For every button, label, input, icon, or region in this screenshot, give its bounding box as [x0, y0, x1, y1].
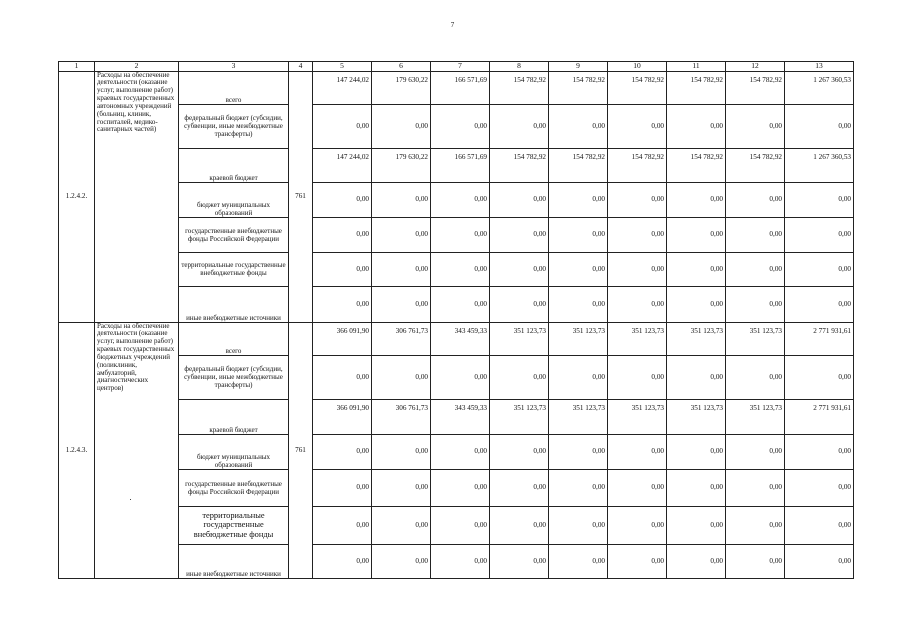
- amount-cell: 0,00: [549, 286, 608, 322]
- item-code: 1.2.4.2.: [59, 71, 95, 322]
- amount-cell: 0,00: [608, 182, 667, 217]
- amount-cell: 154 782,92: [549, 148, 608, 182]
- funding-source: территориальные государственные внебюджетные фонды: [179, 506, 289, 544]
- amount-cell: 0,00: [785, 434, 854, 469]
- amount-cell: 0,00: [313, 506, 372, 544]
- funding-source: всего: [179, 322, 289, 355]
- grbs-code: 761: [289, 71, 313, 322]
- amount-cell: 0,00: [785, 469, 854, 506]
- amount-cell: 0,00: [726, 286, 785, 322]
- amount-cell: 0,00: [313, 355, 372, 399]
- amount-cell: 0,00: [372, 252, 431, 286]
- amount-cell: 1 267 360,53: [785, 148, 854, 182]
- amount-cell: 0,00: [431, 544, 490, 578]
- item-description: Расходы на обеспечение деятельности (оказание услуг, выполнение работ) краевых государственных автономных учреждений (больниц, клиник, госпиталей, медико-санитарных частей): [95, 71, 179, 322]
- funding-source: бюджет муниципальных образований: [179, 434, 289, 469]
- column-number-12: 12: [726, 62, 785, 72]
- amount-cell: 343 459,33: [431, 399, 490, 434]
- amount-cell: 0,00: [549, 104, 608, 148]
- amount-cell: 179 630,22: [372, 71, 431, 104]
- amount-cell: 0,00: [431, 217, 490, 252]
- column-number-1: 1: [59, 62, 95, 72]
- amount-cell: 0,00: [726, 544, 785, 578]
- amount-cell: 351 123,73: [726, 399, 785, 434]
- grbs-code: 761: [289, 322, 313, 578]
- table-row: [59, 469, 854, 506]
- amount-cell: 0,00: [431, 252, 490, 286]
- amount-cell: 0,00: [549, 252, 608, 286]
- funding-source: краевой бюджет: [179, 148, 289, 182]
- amount-cell: 306 761,73: [372, 322, 431, 355]
- amount-cell: 0,00: [726, 182, 785, 217]
- funding-source: бюджет муниципальных образований: [179, 182, 289, 217]
- amount-cell: 0,00: [785, 217, 854, 252]
- table-row: [59, 434, 854, 469]
- amount-cell: 0,00: [313, 434, 372, 469]
- amount-cell: 0,00: [608, 217, 667, 252]
- amount-cell: 0,00: [372, 217, 431, 252]
- amount-cell: 0,00: [313, 217, 372, 252]
- amount-cell: 166 571,69: [431, 148, 490, 182]
- funding-source: территориальные государственные внебюджетные фонды: [179, 252, 289, 286]
- amount-cell: 154 782,92: [490, 71, 549, 104]
- table-row: [59, 355, 854, 399]
- amount-cell: 0,00: [549, 182, 608, 217]
- amount-cell: 0,00: [785, 506, 854, 544]
- amount-cell: 0,00: [431, 104, 490, 148]
- amount-cell: 0,00: [549, 506, 608, 544]
- amount-cell: 343 459,33: [431, 322, 490, 355]
- amount-cell: 0,00: [608, 355, 667, 399]
- amount-cell: 351 123,73: [726, 322, 785, 355]
- amount-cell: 0,00: [490, 182, 549, 217]
- amount-cell: 0,00: [726, 217, 785, 252]
- amount-cell: 147 244,02: [313, 71, 372, 104]
- amount-cell: 154 782,92: [726, 148, 785, 182]
- amount-cell: 0,00: [490, 252, 549, 286]
- amount-cell: 0,00: [667, 286, 726, 322]
- amount-cell: 0,00: [667, 355, 726, 399]
- amount-cell: 0,00: [490, 217, 549, 252]
- amount-cell: 0,00: [490, 434, 549, 469]
- amount-cell: 351 123,73: [490, 322, 549, 355]
- table-row: [59, 182, 854, 217]
- amount-cell: 351 123,73: [549, 322, 608, 355]
- amount-cell: 0,00: [608, 434, 667, 469]
- amount-cell: 0,00: [490, 469, 549, 506]
- table-body: [59, 62, 854, 579]
- amount-cell: 0,00: [785, 182, 854, 217]
- amount-cell: 0,00: [785, 104, 854, 148]
- amount-cell: 0,00: [313, 286, 372, 322]
- amount-cell: 351 123,73: [608, 399, 667, 434]
- item-description: Расходы на обеспечение деятельности (оказание услуг, выполнение работ) краевых государственных бюджетных учреждений (поликлиник, амбулаторий, диагностических центров): [95, 322, 179, 578]
- amount-cell: 0,00: [372, 544, 431, 578]
- amount-cell: 0,00: [372, 182, 431, 217]
- amount-cell: 0,00: [431, 182, 490, 217]
- amount-cell: 0,00: [608, 104, 667, 148]
- column-number-13: 13: [785, 62, 854, 72]
- amount-cell: 0,00: [726, 104, 785, 148]
- column-number-6: 6: [372, 62, 431, 72]
- amount-cell: 1 267 360,53: [785, 71, 854, 104]
- amount-cell: 366 091,90: [313, 322, 372, 355]
- amount-cell: 351 123,73: [490, 399, 549, 434]
- amount-cell: 0,00: [372, 469, 431, 506]
- amount-cell: 0,00: [549, 469, 608, 506]
- amount-cell: 0,00: [549, 544, 608, 578]
- amount-cell: 0,00: [372, 286, 431, 322]
- column-number-7: 7: [431, 62, 490, 72]
- column-number-11: 11: [667, 62, 726, 72]
- amount-cell: 351 123,73: [667, 399, 726, 434]
- amount-cell: 0,00: [490, 544, 549, 578]
- amount-cell: 0,00: [726, 252, 785, 286]
- amount-cell: 0,00: [549, 217, 608, 252]
- amount-cell: 0,00: [667, 217, 726, 252]
- amount-cell: 0,00: [726, 434, 785, 469]
- amount-cell: 0,00: [785, 252, 854, 286]
- amount-cell: 0,00: [372, 355, 431, 399]
- table-row: [59, 399, 854, 434]
- amount-cell: 154 782,92: [667, 71, 726, 104]
- amount-cell: 0,00: [372, 104, 431, 148]
- amount-cell: 0,00: [726, 355, 785, 399]
- amount-cell: 0,00: [431, 506, 490, 544]
- table-row: [59, 544, 854, 578]
- column-number-3: 3: [179, 62, 289, 72]
- amount-cell: 0,00: [608, 286, 667, 322]
- amount-cell: 0,00: [313, 252, 372, 286]
- column-number-row: [59, 62, 854, 72]
- amount-cell: 0,00: [667, 182, 726, 217]
- amount-cell: 0,00: [313, 544, 372, 578]
- amount-cell: 2 771 931,61: [785, 322, 854, 355]
- column-number-8: 8: [490, 62, 549, 72]
- funding-source: государственные внебюджетные фонды Российской Федерации: [179, 217, 289, 252]
- amount-cell: 2 771 931,61: [785, 399, 854, 434]
- amount-cell: 0,00: [667, 104, 726, 148]
- amount-cell: 154 782,92: [667, 148, 726, 182]
- amount-cell: 0,00: [726, 506, 785, 544]
- amount-cell: 166 571,69: [431, 71, 490, 104]
- amount-cell: 147 244,02: [313, 148, 372, 182]
- amount-cell: 0,00: [431, 434, 490, 469]
- amount-cell: 154 782,92: [549, 71, 608, 104]
- amount-cell: 0,00: [726, 469, 785, 506]
- amount-cell: 0,00: [667, 469, 726, 506]
- table-row: [59, 71, 854, 104]
- amount-cell: 0,00: [785, 286, 854, 322]
- table-row: [59, 217, 854, 252]
- table-row: [59, 322, 854, 355]
- table-row: [59, 148, 854, 182]
- amount-cell: 0,00: [431, 355, 490, 399]
- amount-cell: 0,00: [372, 506, 431, 544]
- funding-source: всего: [179, 71, 289, 104]
- amount-cell: 0,00: [608, 506, 667, 544]
- amount-cell: 154 782,92: [726, 71, 785, 104]
- amount-cell: 0,00: [313, 469, 372, 506]
- amount-cell: 0,00: [313, 104, 372, 148]
- funding-source: государственные внебюджетные фонды Российской Федерации: [179, 469, 289, 506]
- funding-source: краевой бюджет: [179, 399, 289, 434]
- table-row: [59, 506, 854, 544]
- amount-cell: 154 782,92: [608, 148, 667, 182]
- column-number-2: 2: [95, 62, 179, 72]
- amount-cell: 154 782,92: [490, 148, 549, 182]
- amount-cell: 154 782,92: [608, 71, 667, 104]
- amount-cell: 306 761,73: [372, 399, 431, 434]
- amount-cell: 0,00: [431, 286, 490, 322]
- amount-cell: 0,00: [785, 544, 854, 578]
- funding-source: иные внебюджетные источники: [179, 544, 289, 578]
- amount-cell: 0,00: [372, 434, 431, 469]
- amount-cell: 0,00: [608, 252, 667, 286]
- amount-cell: 0,00: [490, 506, 549, 544]
- amount-cell: 0,00: [549, 355, 608, 399]
- amount-cell: 0,00: [667, 434, 726, 469]
- amount-cell: 351 123,73: [608, 322, 667, 355]
- table-row: [59, 252, 854, 286]
- amount-cell: 0,00: [667, 252, 726, 286]
- amount-cell: 0,00: [785, 355, 854, 399]
- column-number-10: 10: [608, 62, 667, 72]
- amount-cell: 0,00: [608, 469, 667, 506]
- column-number-5: 5: [313, 62, 372, 72]
- amount-cell: 0,00: [431, 469, 490, 506]
- scan-speck: [130, 499, 131, 500]
- amount-cell: 351 123,73: [667, 322, 726, 355]
- amount-cell: 0,00: [608, 544, 667, 578]
- amount-cell: 0,00: [667, 506, 726, 544]
- amount-cell: 0,00: [490, 355, 549, 399]
- amount-cell: 0,00: [313, 182, 372, 217]
- amount-cell: 366 091,90: [313, 399, 372, 434]
- item-code: 1.2.4.3.: [59, 322, 95, 578]
- amount-cell: 0,00: [549, 434, 608, 469]
- amount-cell: 351 123,73: [549, 399, 608, 434]
- funding-source: федеральный бюджет (субсидии, субвенции, иные межбюджетные трансферты): [179, 104, 289, 148]
- table-row: [59, 286, 854, 322]
- budget-table: [58, 61, 854, 579]
- amount-cell: 0,00: [490, 286, 549, 322]
- amount-cell: 179 630,22: [372, 148, 431, 182]
- funding-source: иные внебюджетные источники: [179, 286, 289, 322]
- funding-source: федеральный бюджет (субсидии, субвенции, иные межбюджетные трансферты): [179, 355, 289, 399]
- column-number-4: 4: [289, 62, 313, 72]
- column-number-9: 9: [549, 62, 608, 72]
- amount-cell: 0,00: [490, 104, 549, 148]
- page-number: 7: [450, 21, 455, 29]
- table-row: [59, 104, 854, 148]
- amount-cell: 0,00: [667, 544, 726, 578]
